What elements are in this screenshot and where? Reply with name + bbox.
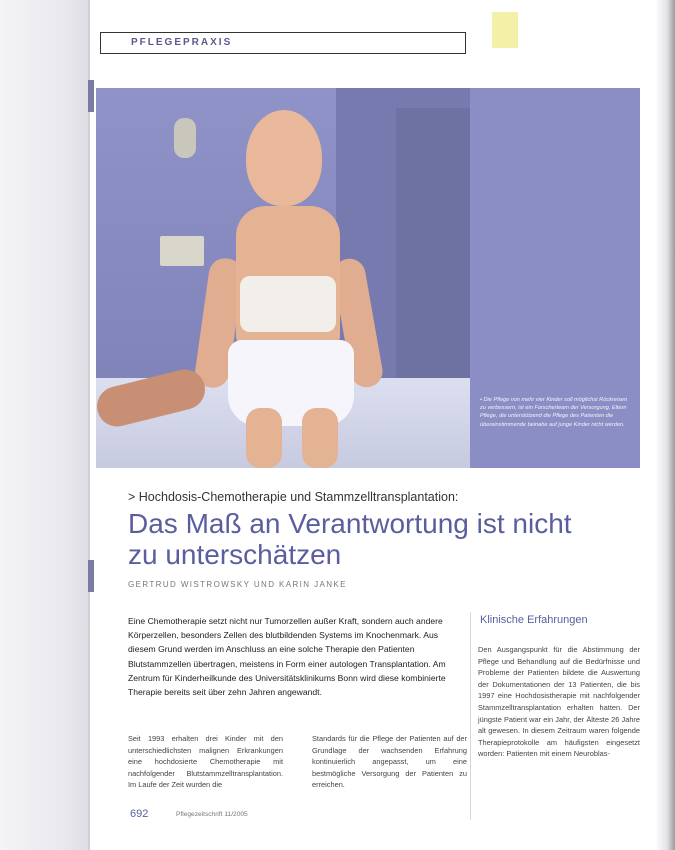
photo-bandage xyxy=(240,276,336,332)
article-photo xyxy=(96,88,470,468)
right-page-shadow xyxy=(655,0,675,850)
photo-child-head xyxy=(246,110,322,206)
side-column-heading: Klinische Erfahrungen xyxy=(480,614,588,626)
body-column-2: Standards für die Pflege der Patienten auf der Grundlage der wachsenden Erfahrung kontinuierlich angepasst, um eine bestmögliche Versorgung der Patienten zu erreichen. xyxy=(312,734,467,790)
page-number: 692 xyxy=(130,808,149,820)
article-lead: Eine Chemotherapie setzt nicht nur Tumorzellen außer Kraft, sondern auch andere Körperzellen, besonders Zellen des blutbildenden Systems im Knochenmark. Aus diesem Grund werden im Anschluss an eine solche Therapie den Patienten Blutstammzellen übertragen, meistens in Form einer autologen Transplantation. Am Zentrum für Kinderheilkunde des Universitätsklinikums Bonn wird diese kombinierte Therapie bereits seit über zehn Jahren angewandt. xyxy=(128,616,446,698)
photo-caption-box xyxy=(470,88,640,468)
photo-door xyxy=(396,108,470,408)
page-gutter-shadow xyxy=(0,0,88,850)
journal-reference: Pflegezeitschrift 11/2005 xyxy=(176,811,248,818)
corner-tab xyxy=(492,12,518,48)
photo-wall-socket xyxy=(160,236,204,266)
margin-marker xyxy=(88,80,94,112)
photo-child-leg xyxy=(246,408,282,468)
margin-marker xyxy=(88,560,94,592)
page-edge xyxy=(88,0,90,850)
article-title: Das Maß an Verantwortung ist nicht zu unterschätzen xyxy=(128,508,572,570)
article-authors: GERTRUD WISTROWSKY UND KARIN JANKE xyxy=(128,580,347,589)
photo-wall-valve xyxy=(174,118,196,158)
body-column-3: Den Ausgangspunkt für die Abstimmung der Pflege und Behandlung auf die Bedürfnisse und Probleme der Patienten bildete die Auswertung der Dokumentationen der 13 Patienten, die bis 1997 eine Hochdosistherapie mit nachfolgender Stammzelltransplantation erhalten hatten. Der jüngste Patient war ein Jahr, der Älteste 26 Jahre alt gewesen. In diesem Zeitraum waren folgende Therapieprotokolle am häufigsten eingesetzt worden: Patienten mit einem Neuroblas- xyxy=(478,645,640,759)
section-header-bar xyxy=(100,32,466,54)
body-column-1: Seit 1993 erhalten drei Kinder mit den unterschiedlichsten malignen Erkrankungen eine hochdosierte Chemotherapie mit nachfolgender Blutstammzelltransplantation. Im Laufe der Zeit wurden die xyxy=(128,734,283,790)
article-kicker: > Hochdosis-Chemotherapie und Stammzelltransplantation: xyxy=(128,490,459,504)
section-label: PFLEGEPRAXIS xyxy=(131,37,233,48)
column-divider xyxy=(470,612,471,820)
photo-child-leg xyxy=(302,408,338,468)
photo-caption: • Die Pflege von mehr vier Kinder soll möglichst Rückreisen zu verbessern, ist ein Forscherteam der Versorgung, Eltern Pflege, die unterstützend die Pflege des Patienten die übereinstimmende beinahe auf junge Kinder nicht werden. xyxy=(480,397,628,428)
